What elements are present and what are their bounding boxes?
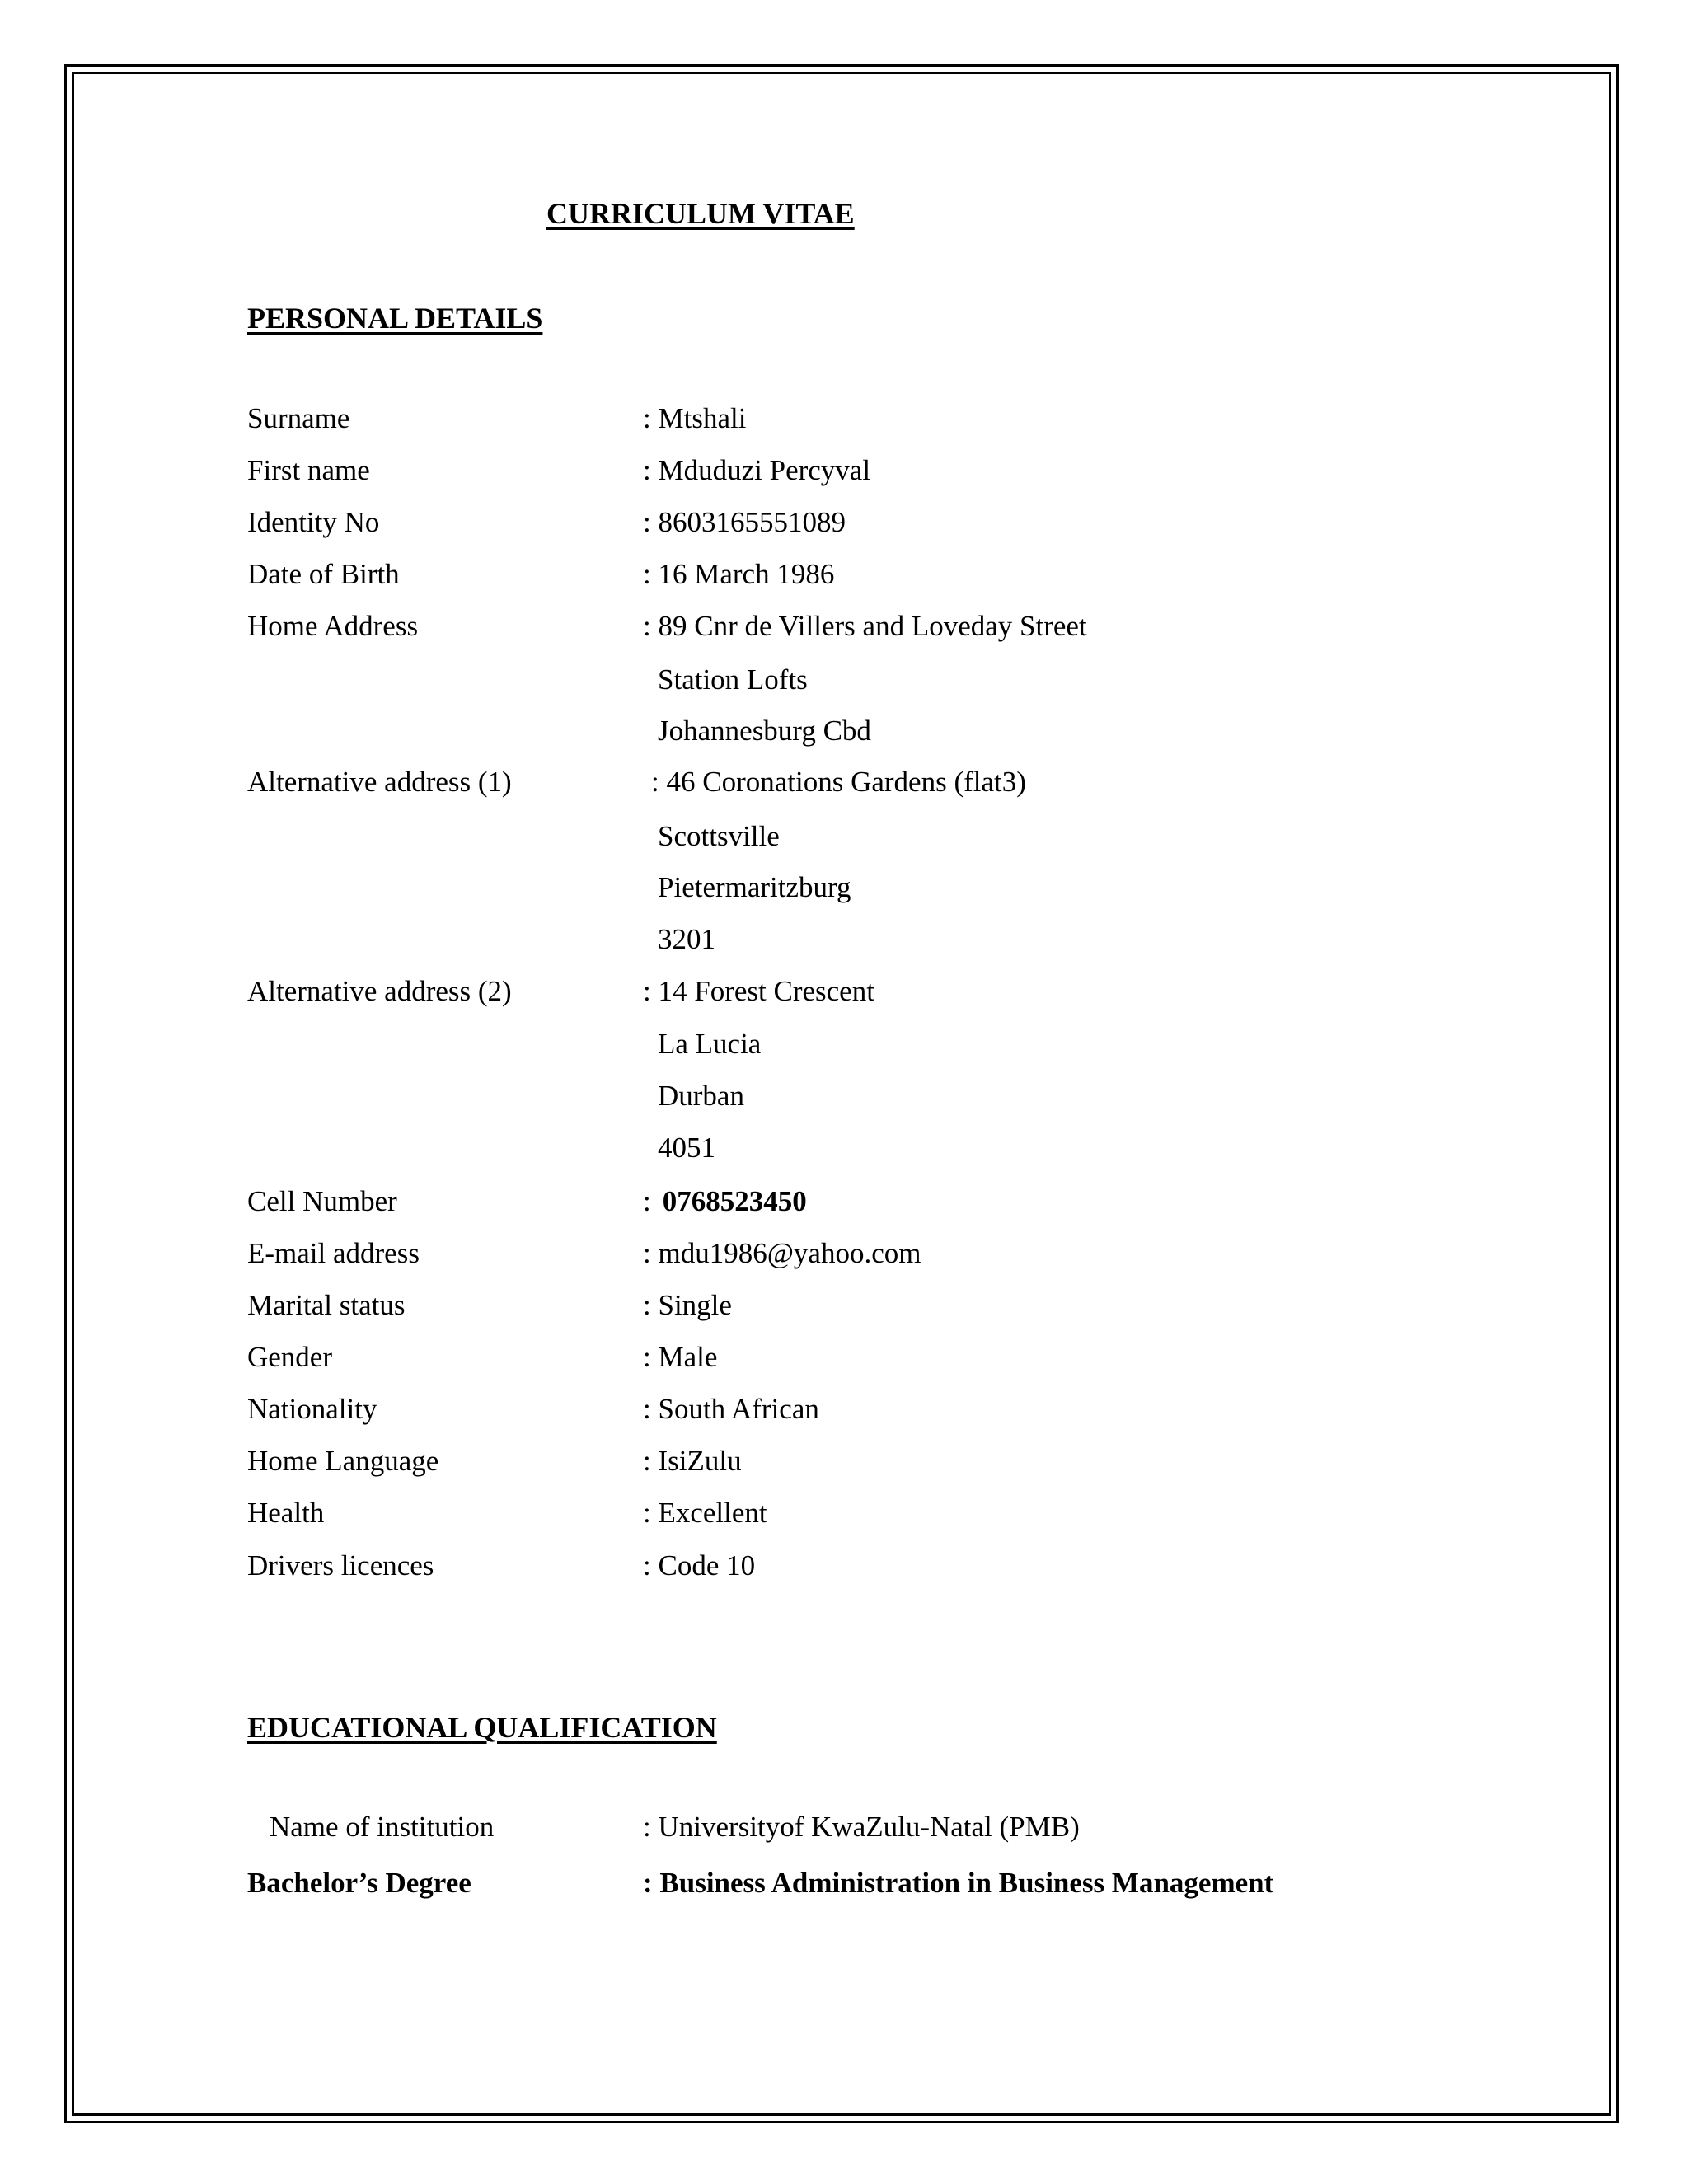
nationality-label: Nationality (247, 1393, 377, 1425)
alt-address-1-label: Alternative address (1) (247, 766, 512, 798)
identity-no-row (0, 502, 1688, 543)
alt-address-2-line4-row (0, 1127, 1688, 1169)
marital-status-row (0, 1285, 1688, 1326)
document-title: CURRICULUM VITAE (546, 197, 855, 230)
alt-address-1-line1: : 46 Coronations Gardens (flat3) (651, 766, 1026, 798)
email-row (0, 1233, 1688, 1274)
email-value: : mdu1986@yahoo.com (643, 1237, 921, 1269)
education-heading: EDUCATIONAL QUALIFICATION (247, 1711, 717, 1744)
marital-status-value: : Single (643, 1289, 732, 1321)
first-name-value: : Mduduzi Percyval (643, 454, 871, 486)
alt-address-2-line3: Durban (658, 1080, 744, 1112)
drivers-licence-label: Drivers licences (247, 1549, 434, 1582)
alt-address-2-line4: 4051 (658, 1132, 715, 1164)
institution-row (0, 1807, 1688, 1848)
degree-label: Bachelor’s Degree (247, 1867, 471, 1899)
degree-row (0, 1863, 1688, 1904)
cell-number-label: Cell Number (247, 1185, 397, 1217)
nationality-row (0, 1389, 1688, 1430)
alt-address-1-line2-row (0, 816, 1688, 857)
home-language-row (0, 1441, 1688, 1482)
alt-address-2-line1: : 14 Forest Crescent (643, 975, 874, 1007)
cell-number-colon: : (643, 1185, 651, 1217)
home-address-label: Home Address (247, 610, 419, 642)
alt-address-2-line3-row (0, 1076, 1688, 1117)
nationality-value: : South African (643, 1393, 819, 1425)
health-label: Health (247, 1497, 325, 1529)
alt-address-2-row (0, 971, 1688, 1012)
home-address-line3: Johannesburg Cbd (658, 715, 871, 747)
degree-value: : Business Administration in Business Management (643, 1867, 1274, 1899)
home-address-line1: : 89 Cnr de Villers and Loveday Street (643, 610, 1087, 642)
alt-address-1-line3-row (0, 867, 1688, 908)
alt-address-1-row (0, 762, 1688, 803)
home-address-line2: Station Lofts (658, 663, 808, 696)
alt-address-1-line4-row (0, 919, 1688, 960)
institution-label: Name of institution (270, 1811, 495, 1843)
alt-address-2-label: Alternative address (2) (247, 975, 512, 1007)
drivers-licence-value: : Code 10 (643, 1549, 756, 1582)
home-address-line3-row (0, 710, 1688, 752)
cell-number-value-wrap (643, 1181, 807, 1222)
home-language-label: Home Language (247, 1445, 439, 1477)
identity-no-value: : 8603165551089 (643, 506, 846, 538)
date-of-birth-value: : 16 March 1986 (643, 558, 835, 590)
surname-value: : Mtshali (643, 402, 747, 434)
email-label: E-mail address (247, 1237, 420, 1269)
health-value: : Excellent (643, 1497, 767, 1529)
gender-label: Gender (247, 1341, 333, 1373)
alt-address-2-line2-row (0, 1024, 1688, 1065)
health-row (0, 1493, 1688, 1534)
gender-value: : Male (643, 1341, 718, 1373)
personal-details-heading: PERSONAL DETAILS (247, 302, 543, 335)
alt-address-1-line4: 3201 (658, 923, 715, 955)
cell-number-row (0, 1181, 1688, 1222)
drivers-licence-row (0, 1545, 1688, 1586)
date-of-birth-label: Date of Birth (247, 558, 400, 590)
date-of-birth-row (0, 554, 1688, 595)
gender-row (0, 1337, 1688, 1378)
first-name-label: First name (247, 454, 370, 486)
first-name-row (0, 450, 1688, 491)
cell-number-value: 0768523450 (662, 1185, 807, 1217)
home-address-row (0, 606, 1688, 647)
home-language-value: : IsiZulu (643, 1445, 742, 1477)
alt-address-2-line2: La Lucia (658, 1028, 762, 1060)
institution-value: : Universityof KwaZulu-Natal (PMB) (643, 1811, 1080, 1843)
alt-address-1-line3: Pietermaritzburg (658, 871, 851, 903)
identity-no-label: Identity No (247, 506, 380, 538)
surname-label: Surname (247, 402, 350, 434)
home-address-line2-row (0, 659, 1688, 701)
alt-address-1-line2: Scottsville (658, 820, 780, 852)
surname-row (0, 398, 1688, 439)
marital-status-label: Marital status (247, 1289, 406, 1321)
